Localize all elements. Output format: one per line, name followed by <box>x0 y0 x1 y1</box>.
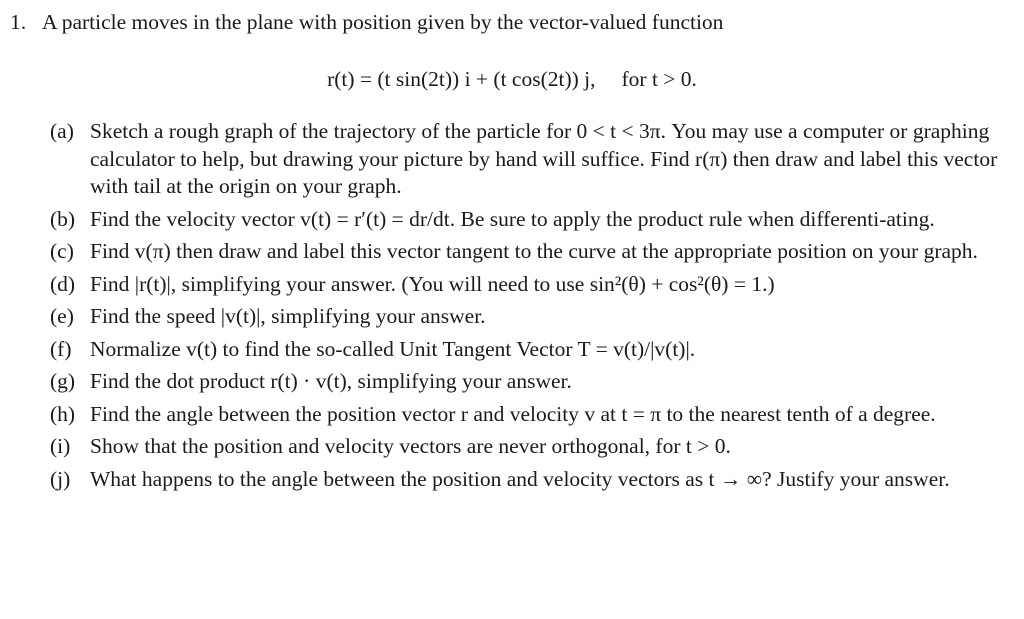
part-g <box>50 368 1005 396</box>
part-text: Sketch a rough graph of the trajectory of the particle for 0 < t < 3π. You may use a computer or graphing calculator to help, but drawing your picture by hand will suffice. Find r(π) then draw and label this vector with tail at the origin on your graph. <box>90 119 998 198</box>
part-text: Find the speed |v(t)|, simplifying your answer. <box>90 304 486 328</box>
problem-header <box>10 8 723 36</box>
part-label: (a) <box>50 119 74 143</box>
part-label: (h) <box>50 401 76 426</box>
position-equation <box>0 65 1024 93</box>
part-c <box>50 238 1005 266</box>
part-label: (d) <box>50 271 76 296</box>
part-b <box>50 206 1005 234</box>
part-label: (g) <box>50 369 76 393</box>
part-label: (j) <box>50 466 71 491</box>
part-text: Show that the position and velocity vectors are never orthogonal, for t > 0. <box>90 434 731 458</box>
part-text: Find |r(t)|, simplifying your answer. (You will need to use sin²(θ) + cos²(θ) = 1.) <box>90 271 775 296</box>
equation-condition: for t > 0. <box>621 67 697 91</box>
part-text: What happens to the angle between the position and velocity vectors as t → ∞? Justify your answer. <box>90 466 950 491</box>
part-text: Find the angle between the position vector r and velocity v at t = π to the nearest tenth of a degree. <box>90 401 936 426</box>
part-label: (b) <box>50 206 76 231</box>
part-label: (f) <box>50 336 72 361</box>
part-text: Normalize v(t) to find the so-called Unit Tangent Vector T = v(t)/|v(t)|. <box>90 336 696 361</box>
part-label: (i) <box>50 434 71 458</box>
problem-number: 1. <box>10 10 27 34</box>
part-text: Find the dot product r(t) · v(t), simplifying your answer. <box>90 369 572 393</box>
part-f <box>50 336 1005 364</box>
part-e <box>50 303 1005 331</box>
parts-list <box>50 118 1005 498</box>
part-text: Find v(π) then draw and label this vector tangent to the curve at the appropriate position on your graph. <box>90 239 978 263</box>
part-d <box>50 271 1005 299</box>
equation-text: r(t) = (t sin(2t)) i + (t cos(2t)) j, <box>327 67 596 91</box>
part-text: Find the velocity vector v(t) = r′(t) = dr/dt. Be sure to apply the product rule when differenti-ating. <box>90 206 935 231</box>
part-a <box>50 118 1005 201</box>
part-j <box>50 466 1005 494</box>
part-i <box>50 433 1005 461</box>
part-h <box>50 401 1005 429</box>
part-label: (e) <box>50 304 74 328</box>
problem-intro: A particle moves in the plane with position given by the vector-valued function <box>42 10 724 34</box>
part-label: (c) <box>50 239 74 263</box>
